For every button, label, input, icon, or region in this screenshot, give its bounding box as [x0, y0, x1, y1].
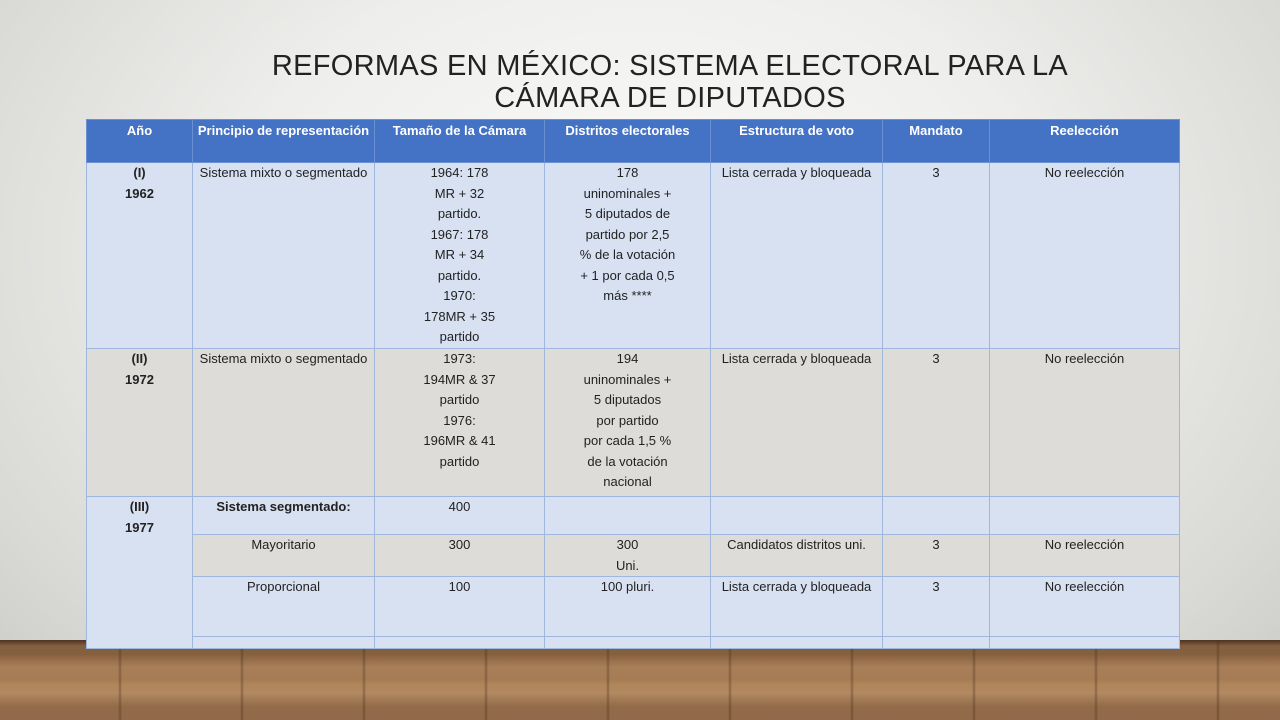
- size-line: partido: [439, 329, 480, 344]
- empty-cell: [193, 637, 375, 649]
- reform-label: (II): [131, 351, 148, 366]
- district-line: por cada 1,5 %: [583, 433, 672, 448]
- reelection-cell: [990, 497, 1180, 535]
- principle-cell: Sistema mixto o segmentado: [193, 349, 375, 497]
- principle-cell: Mayoritario: [193, 535, 375, 577]
- table-row-reform-1: [87, 163, 1180, 349]
- vote-structure-cell: Lista cerrada y bloqueada: [711, 349, 883, 497]
- district-line: más ****: [603, 288, 652, 303]
- year-cell: [87, 497, 193, 649]
- reform-year: 1977: [125, 519, 154, 535]
- table-row-empty: [87, 637, 1180, 649]
- term-cell: 3: [883, 577, 990, 637]
- chamber-size-cell: 400: [375, 497, 545, 535]
- empty-cell: [545, 637, 711, 649]
- districts-cell: 100 pluri.: [545, 577, 711, 637]
- chamber-size-cell: 300: [375, 535, 545, 577]
- year-cell: [87, 163, 193, 349]
- district-line: 194: [616, 351, 639, 366]
- size-line: MR + 32: [434, 185, 485, 201]
- header-vote-structure: Estructura de voto: [711, 120, 883, 163]
- reelection-cell: No reelección: [990, 349, 1180, 497]
- district-line: 5 diputados de: [584, 206, 671, 221]
- reforms-table: [86, 119, 1180, 649]
- districts-cell: [545, 163, 711, 349]
- size-line: 1970:: [443, 288, 476, 303]
- principle-cell: Proporcional: [193, 577, 375, 637]
- reform-year: 1962: [125, 185, 154, 201]
- reelection-cell: No reelección: [990, 163, 1180, 349]
- district-line: 178: [616, 165, 639, 180]
- reelection-cell: No reelección: [990, 535, 1180, 577]
- district-line: uninominales +: [583, 185, 672, 201]
- header-reelection: Reelección: [990, 120, 1180, 163]
- chamber-size-cell: [375, 349, 545, 497]
- district-line: + 1 por cada 0,5: [580, 267, 675, 283]
- district-line: por partido: [596, 412, 659, 428]
- size-line: partido: [439, 453, 480, 469]
- header-row: [87, 120, 1180, 163]
- term-cell: 3: [883, 163, 990, 349]
- wooden-floor: [0, 640, 1280, 720]
- size-line: 1967: 178: [430, 226, 489, 242]
- table-row-proportional: [87, 577, 1180, 637]
- header-districts: Distritos electorales: [545, 120, 711, 163]
- vote-structure-cell: Lista cerrada y bloqueada: [711, 163, 883, 349]
- year-cell: [87, 349, 193, 497]
- reform-label: (III): [129, 499, 150, 514]
- slide-title: [160, 50, 1180, 114]
- term-cell: 3: [883, 349, 990, 497]
- size-line: 196MR & 41: [423, 433, 496, 448]
- size-line: partido.: [437, 206, 482, 221]
- size-line: 1973:: [443, 351, 476, 366]
- district-line: nacional: [603, 474, 652, 489]
- table-row-reform-3: [87, 497, 1180, 535]
- reform-label: (I): [133, 165, 146, 180]
- district-line: 300: [616, 537, 639, 552]
- table-row-majority: [87, 535, 1180, 577]
- district-line: Uni.: [615, 557, 640, 573]
- reelection-cell: No reelección: [990, 577, 1180, 637]
- vote-structure-cell: Candidatos distritos uni.: [711, 535, 883, 577]
- district-line: partido por 2,5: [585, 226, 670, 242]
- districts-cell: [545, 349, 711, 497]
- district-line: % de la votación: [579, 247, 676, 262]
- table-row-reform-2: [87, 349, 1180, 497]
- header-principle: Principio de representación: [193, 120, 375, 163]
- district-line: uninominales +: [583, 371, 672, 387]
- term-cell: 3: [883, 535, 990, 577]
- header-year: Año: [87, 120, 193, 163]
- district-line: de la votación: [587, 453, 668, 469]
- empty-cell: [883, 637, 990, 649]
- header-chamber-size: Tamaño de la Cámara: [375, 120, 545, 163]
- title-line-2: CÁMARA DE DIPUTADOS: [494, 82, 846, 114]
- reform-year: 1972: [125, 371, 154, 387]
- size-line: MR + 34: [434, 247, 485, 262]
- size-line: partido.: [437, 267, 482, 283]
- size-line: 194MR & 37: [423, 371, 496, 387]
- size-line: partido: [439, 392, 480, 407]
- title-line-1: REFORMAS EN MÉXICO: SISTEMA ELECTORAL PARA LA: [271, 50, 1069, 82]
- header-term: Mandato: [883, 120, 990, 163]
- districts-cell: [545, 535, 711, 577]
- districts-cell: [545, 497, 711, 535]
- chamber-size-cell: [375, 163, 545, 349]
- size-line: 178MR + 35: [423, 308, 496, 324]
- principle-cell: Sistema mixto o segmentado: [193, 163, 375, 349]
- district-line: 5 diputados: [593, 392, 662, 407]
- vote-structure-cell: [711, 497, 883, 535]
- size-line: 1964: 178: [430, 165, 489, 180]
- empty-cell: [711, 637, 883, 649]
- term-cell: [883, 497, 990, 535]
- empty-cell: [375, 637, 545, 649]
- size-line: 1976:: [443, 412, 476, 428]
- chamber-size-cell: 100: [375, 577, 545, 637]
- empty-cell: [990, 637, 1180, 649]
- principle-cell: Sistema segmentado:: [193, 497, 375, 535]
- vote-structure-cell: Lista cerrada y bloqueada: [711, 577, 883, 637]
